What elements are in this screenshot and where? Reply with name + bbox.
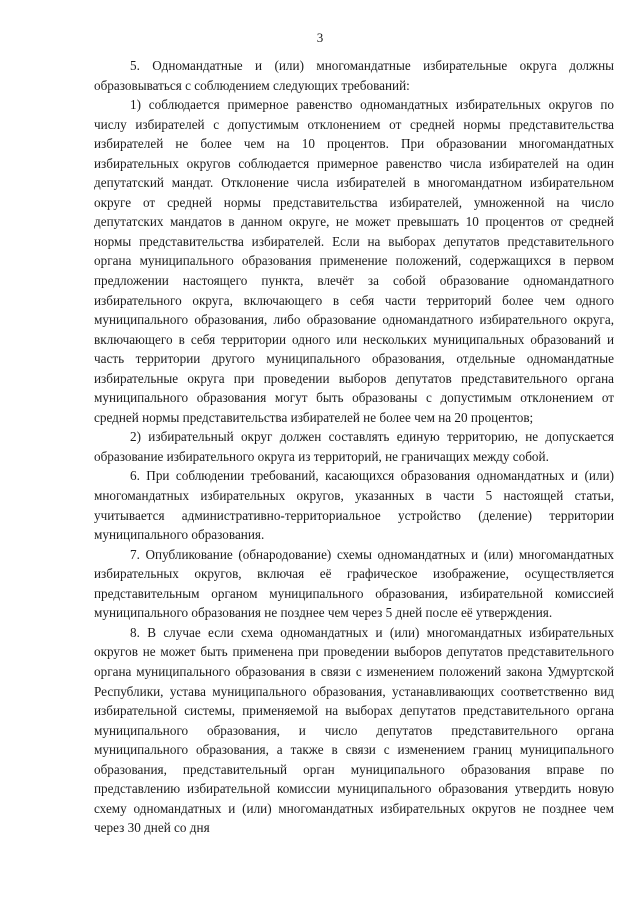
paragraph-part-7: 7. Опубликование (обнародование) схемы одномандатных и (или) многомандатных избирательных округов, включая её графическое изображение, осуществляется представительным органом муниципального образования, избирательной комиссией муниципального образования не позднее чем через 5 дней после её утверждения.	[94, 546, 614, 621]
paragraph-part-5: 5. Одномандатные и (или) многомандатные избирательные округа должны образовываться с соблюдением следующих требований:	[94, 58, 614, 93]
paragraph-part-8: 8. В случае если схема одномандатных и (или) многомандатных избирательных округов не может быть применена при проведении выборов депутатов представительного органа муниципального образования в связи с изменением положений закона Удмуртской Республики, устава муниципального образования, устанавливающих соответственно вид избирательной системы, применяемой на выборах депутатов представительного органа муниципального образования, и число депутатов представительного органа муниципального образования, а также в связи с изменением границ муниципального образования, представительный орган муниципального образования вправе по представлению избирательной комиссии муниципального образования утвердить новую схему одномандатных и (или) многомандатных избирательных округов не позднее чем через 30 дней со дня	[94, 624, 614, 836]
document-body	[94, 56, 614, 838]
paragraph-item-2: 2) избирательный округ должен составлять единую территорию, не допускается образование избирательного округа из территорий, не граничащих между собой.	[94, 429, 614, 464]
page-number: 3	[316, 30, 324, 45]
paragraph-part-6: 6. При соблюдении требований, касающихся образования одномандатных и (или) многомандатных избирательных округов, указанных в части 5 настоящей статьи, учитывается административно-территориальное устройство (деление) территории муниципального образования.	[94, 468, 614, 543]
paragraph-item-1: 1) соблюдается примерное равенство одномандатных избирательных округов по числу избирателей с допустимым отклонением от средней нормы представительства избирателей не более чем на 10 процентов. При образовании многомандатных избирательных округов соблюдается примерное равенство числа избирателей на один депутатский мандат. Отклонение числа избирателей в многомандатном избирательном округе от средней нормы представительства избирателей, умноженной на число депутатских мандатов в данном округе, не может превышать 10 процентов от средней нормы представительства избирателей. Если на выборах депутатов представительного органа муниципального образования применение положений, содержащихся в первом предложении настоящего пункта, влечёт за собой образование одномандатного избирательного округа, включающего в себя части территорий более чем одного муниципального образования, либо образование одномандатного избирательного округа, включающего в себя территории одного или нескольких муниципальных образований и часть территории другого муниципального образования, отдельные одномандатные избирательные округа при проведении выборов депутатов представительного органа муниципального образования могут быть образованы с допустимым отклонением от средней нормы представительства избирателей не более чем на 20 процентов;	[94, 97, 614, 425]
